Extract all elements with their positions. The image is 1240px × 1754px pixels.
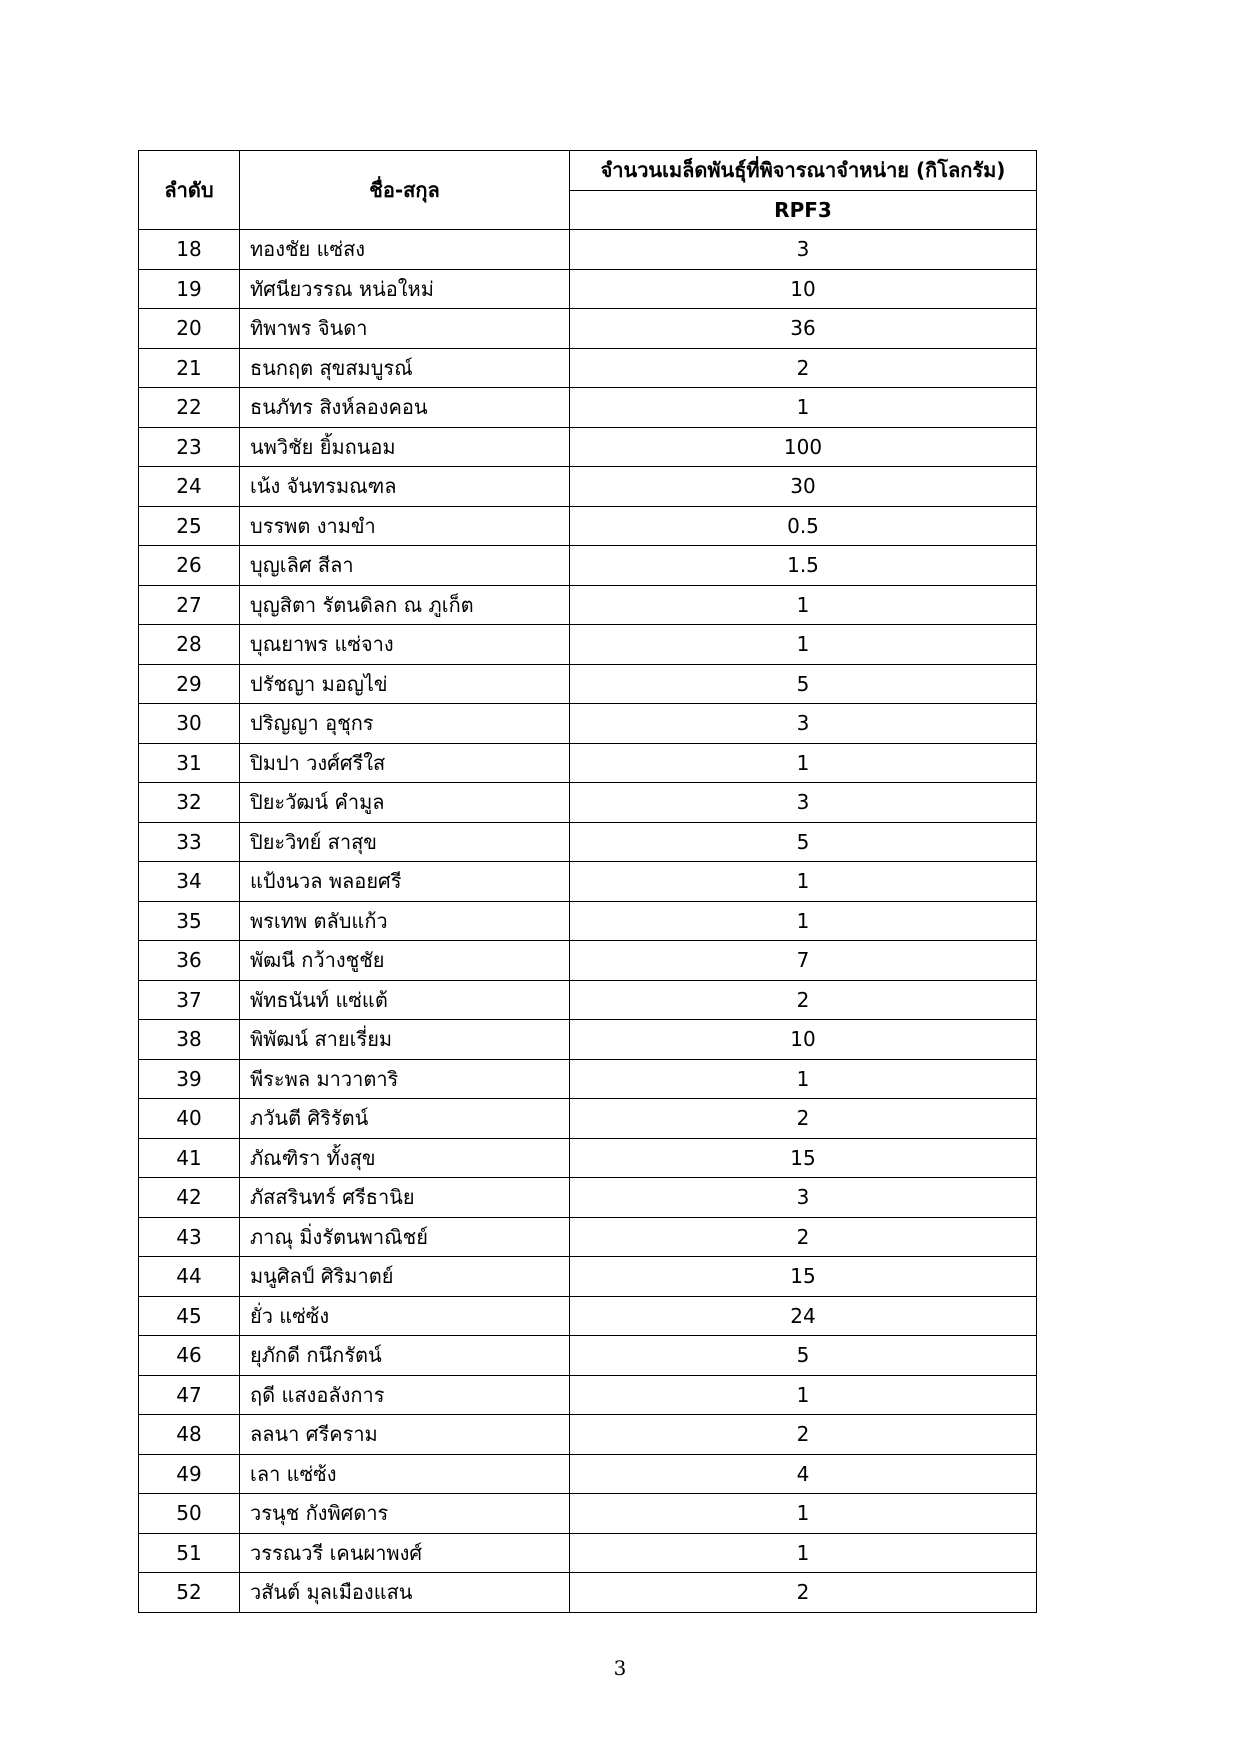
row-name-cell: ยั่ว แซ่ซ้ง: [240, 1296, 570, 1336]
row-name-cell: ธนกฤต สุขสมบูรณ์: [240, 348, 570, 388]
row-order-cell: 23: [139, 427, 240, 467]
order-column-header: ลำดับ: [139, 151, 240, 230]
row-quantity-cell: 24: [570, 1296, 1037, 1336]
row-order-cell: 51: [139, 1533, 240, 1573]
row-quantity-cell: 1: [570, 1059, 1037, 1099]
table-row: [139, 309, 1037, 349]
row-order-cell: 29: [139, 664, 240, 704]
table-row: [139, 1257, 1037, 1297]
row-name-cell: ทัศนียวรรณ หน่อใหม่: [240, 269, 570, 309]
row-order-cell: 20: [139, 309, 240, 349]
row-quantity-cell: 1: [570, 625, 1037, 665]
table-row: [139, 1217, 1037, 1257]
row-order-cell: 22: [139, 388, 240, 428]
table-row: [139, 506, 1037, 546]
table-row: [139, 704, 1037, 744]
table-row: [139, 1533, 1037, 1573]
row-order-cell: 25: [139, 506, 240, 546]
row-name-cell: เน้ง จันทรมณฑล: [240, 467, 570, 507]
row-order-cell: 39: [139, 1059, 240, 1099]
table-row: [139, 467, 1037, 507]
row-name-cell: บุญเลิศ สีลา: [240, 546, 570, 586]
row-name-cell: บุณยาพร แซ่จาง: [240, 625, 570, 665]
row-quantity-cell: 2: [570, 1217, 1037, 1257]
row-quantity-cell: 2: [570, 348, 1037, 388]
row-order-cell: 45: [139, 1296, 240, 1336]
table-row: [139, 941, 1037, 981]
row-order-cell: 38: [139, 1020, 240, 1060]
page-number: 3: [613, 1656, 627, 1680]
row-quantity-cell: 1: [570, 901, 1037, 941]
row-name-cell: พีระพล มาวาตาริ: [240, 1059, 570, 1099]
row-order-cell: 35: [139, 901, 240, 941]
row-quantity-cell: 0.5: [570, 506, 1037, 546]
table-row: [139, 1415, 1037, 1455]
row-order-cell: 43: [139, 1217, 240, 1257]
table-body: [139, 230, 1037, 1613]
row-quantity-cell: 1: [570, 1375, 1037, 1415]
table-row: [139, 230, 1037, 270]
row-name-cell: นพวิชัย ยิ้มถนอม: [240, 427, 570, 467]
row-quantity-cell: 3: [570, 704, 1037, 744]
row-name-cell: พัทธนันท์ แซ่แต้: [240, 980, 570, 1020]
table-row: [139, 664, 1037, 704]
row-quantity-cell: 3: [570, 783, 1037, 823]
row-quantity-cell: 2: [570, 1415, 1037, 1455]
row-order-cell: 32: [139, 783, 240, 823]
row-name-cell: ปิยะวัฒน์ คำมูล: [240, 783, 570, 823]
row-quantity-cell: 36: [570, 309, 1037, 349]
row-quantity-cell: 1: [570, 1533, 1037, 1573]
row-quantity-cell: 15: [570, 1257, 1037, 1297]
row-order-cell: 30: [139, 704, 240, 744]
row-order-cell: 28: [139, 625, 240, 665]
row-order-cell: 27: [139, 585, 240, 625]
row-order-cell: 52: [139, 1573, 240, 1613]
row-name-cell: พัฒนี กว้างชูชัย: [240, 941, 570, 981]
row-quantity-cell: 2: [570, 1573, 1037, 1613]
row-quantity-cell: 1: [570, 743, 1037, 783]
row-quantity-cell: 4: [570, 1454, 1037, 1494]
row-quantity-cell: 100: [570, 427, 1037, 467]
table-header: [139, 151, 1037, 230]
row-order-cell: 40: [139, 1099, 240, 1139]
row-quantity-cell: 1: [570, 585, 1037, 625]
table-row: [139, 585, 1037, 625]
row-quantity-cell: 3: [570, 1178, 1037, 1218]
row-name-cell: ภัณฑิรา ทั้งสุข: [240, 1138, 570, 1178]
row-order-cell: 49: [139, 1454, 240, 1494]
table-row: [139, 1336, 1037, 1376]
table-row: [139, 1020, 1037, 1060]
row-order-cell: 46: [139, 1336, 240, 1376]
row-name-cell: ทองชัย แซ่สง: [240, 230, 570, 270]
seed-sales-table: [138, 150, 1037, 1613]
row-quantity-cell: 15: [570, 1138, 1037, 1178]
table-row: [139, 269, 1037, 309]
row-name-cell: ทิพาพร จินดา: [240, 309, 570, 349]
row-order-cell: 33: [139, 822, 240, 862]
row-order-cell: 34: [139, 862, 240, 902]
row-name-cell: ลลนา ศรีคราม: [240, 1415, 570, 1455]
table-row: [139, 783, 1037, 823]
row-quantity-cell: 5: [570, 664, 1037, 704]
row-order-cell: 24: [139, 467, 240, 507]
row-name-cell: วรรณวรี เคนผาพงศ์: [240, 1533, 570, 1573]
row-quantity-cell: 3: [570, 230, 1037, 270]
table-row: [139, 1573, 1037, 1613]
name-column-header: ชื่อ-สกุล: [240, 151, 570, 230]
row-order-cell: 18: [139, 230, 240, 270]
table-row: [139, 862, 1037, 902]
row-name-cell: มนูศิลป์ ศิริมาตย์: [240, 1257, 570, 1297]
table-row: [139, 1138, 1037, 1178]
row-order-cell: 21: [139, 348, 240, 388]
row-quantity-cell: 5: [570, 1336, 1037, 1376]
table-row: [139, 1375, 1037, 1415]
row-name-cell: ยุภักดี กนึกรัตน์: [240, 1336, 570, 1376]
row-name-cell: ธนภัทร สิงห์ลองคอน: [240, 388, 570, 428]
row-quantity-cell: 2: [570, 980, 1037, 1020]
row-quantity-cell: 30: [570, 467, 1037, 507]
row-name-cell: ปิยะวิทย์ สาสุข: [240, 822, 570, 862]
row-order-cell: 36: [139, 941, 240, 981]
table-row: [139, 980, 1037, 1020]
row-name-cell: บรรพต งามขำ: [240, 506, 570, 546]
row-order-cell: 44: [139, 1257, 240, 1297]
table-row: [139, 546, 1037, 586]
row-order-cell: 31: [139, 743, 240, 783]
row-name-cell: ฤดี แสงอลังการ: [240, 1375, 570, 1415]
table-row: [139, 625, 1037, 665]
table-row: [139, 1494, 1037, 1534]
table-row: [139, 1178, 1037, 1218]
quantity-column-header: จำนวนเมล็ดพันธุ์ที่พิจารณาจำหน่าย (กิโลกรัม): [570, 151, 1037, 191]
row-order-cell: 41: [139, 1138, 240, 1178]
row-order-cell: 19: [139, 269, 240, 309]
row-order-cell: 48: [139, 1415, 240, 1455]
table-row: [139, 743, 1037, 783]
table-row: [139, 1099, 1037, 1139]
row-name-cell: ภัสสรินทร์ ศรีธานิย: [240, 1178, 570, 1218]
table-row: [139, 1296, 1037, 1336]
row-quantity-cell: 1: [570, 388, 1037, 428]
variety-column-header: RPF3: [570, 190, 1037, 230]
row-quantity-cell: 10: [570, 269, 1037, 309]
row-name-cell: วรนุช กังพิศดาร: [240, 1494, 570, 1534]
row-order-cell: 47: [139, 1375, 240, 1415]
row-name-cell: บุญสิตา รัตนดิลก ณ ภูเก็ต: [240, 585, 570, 625]
table-row: [139, 348, 1037, 388]
row-order-cell: 42: [139, 1178, 240, 1218]
row-name-cell: ปริญญา อุชุกร: [240, 704, 570, 744]
row-order-cell: 37: [139, 980, 240, 1020]
row-name-cell: วสันต์ มุลเมืองแสน: [240, 1573, 570, 1613]
table-row: [139, 822, 1037, 862]
row-quantity-cell: 2: [570, 1099, 1037, 1139]
row-name-cell: ปิมปา วงศ์ศรีใส: [240, 743, 570, 783]
row-order-cell: 26: [139, 546, 240, 586]
row-quantity-cell: 5: [570, 822, 1037, 862]
row-name-cell: เลา แซ่ซ้ง: [240, 1454, 570, 1494]
table-row: [139, 427, 1037, 467]
table-row: [139, 388, 1037, 428]
row-quantity-cell: 1: [570, 862, 1037, 902]
row-order-cell: 50: [139, 1494, 240, 1534]
row-name-cell: ภาณุ มิ่งรัตนพาณิชย์: [240, 1217, 570, 1257]
table-row: [139, 1059, 1037, 1099]
row-quantity-cell: 1.5: [570, 546, 1037, 586]
row-quantity-cell: 7: [570, 941, 1037, 981]
table-row: [139, 901, 1037, 941]
table-row: [139, 1454, 1037, 1494]
row-name-cell: แป้งนวล พลอยศรี: [240, 862, 570, 902]
row-name-cell: พรเทพ ตลับแก้ว: [240, 901, 570, 941]
row-name-cell: ปรัชญา มอญไข่: [240, 664, 570, 704]
row-name-cell: พิพัฒน์ สายเรี่ยม: [240, 1020, 570, 1060]
row-quantity-cell: 1: [570, 1494, 1037, 1534]
row-quantity-cell: 10: [570, 1020, 1037, 1060]
row-name-cell: ภวันตี ศิริรัตน์: [240, 1099, 570, 1139]
